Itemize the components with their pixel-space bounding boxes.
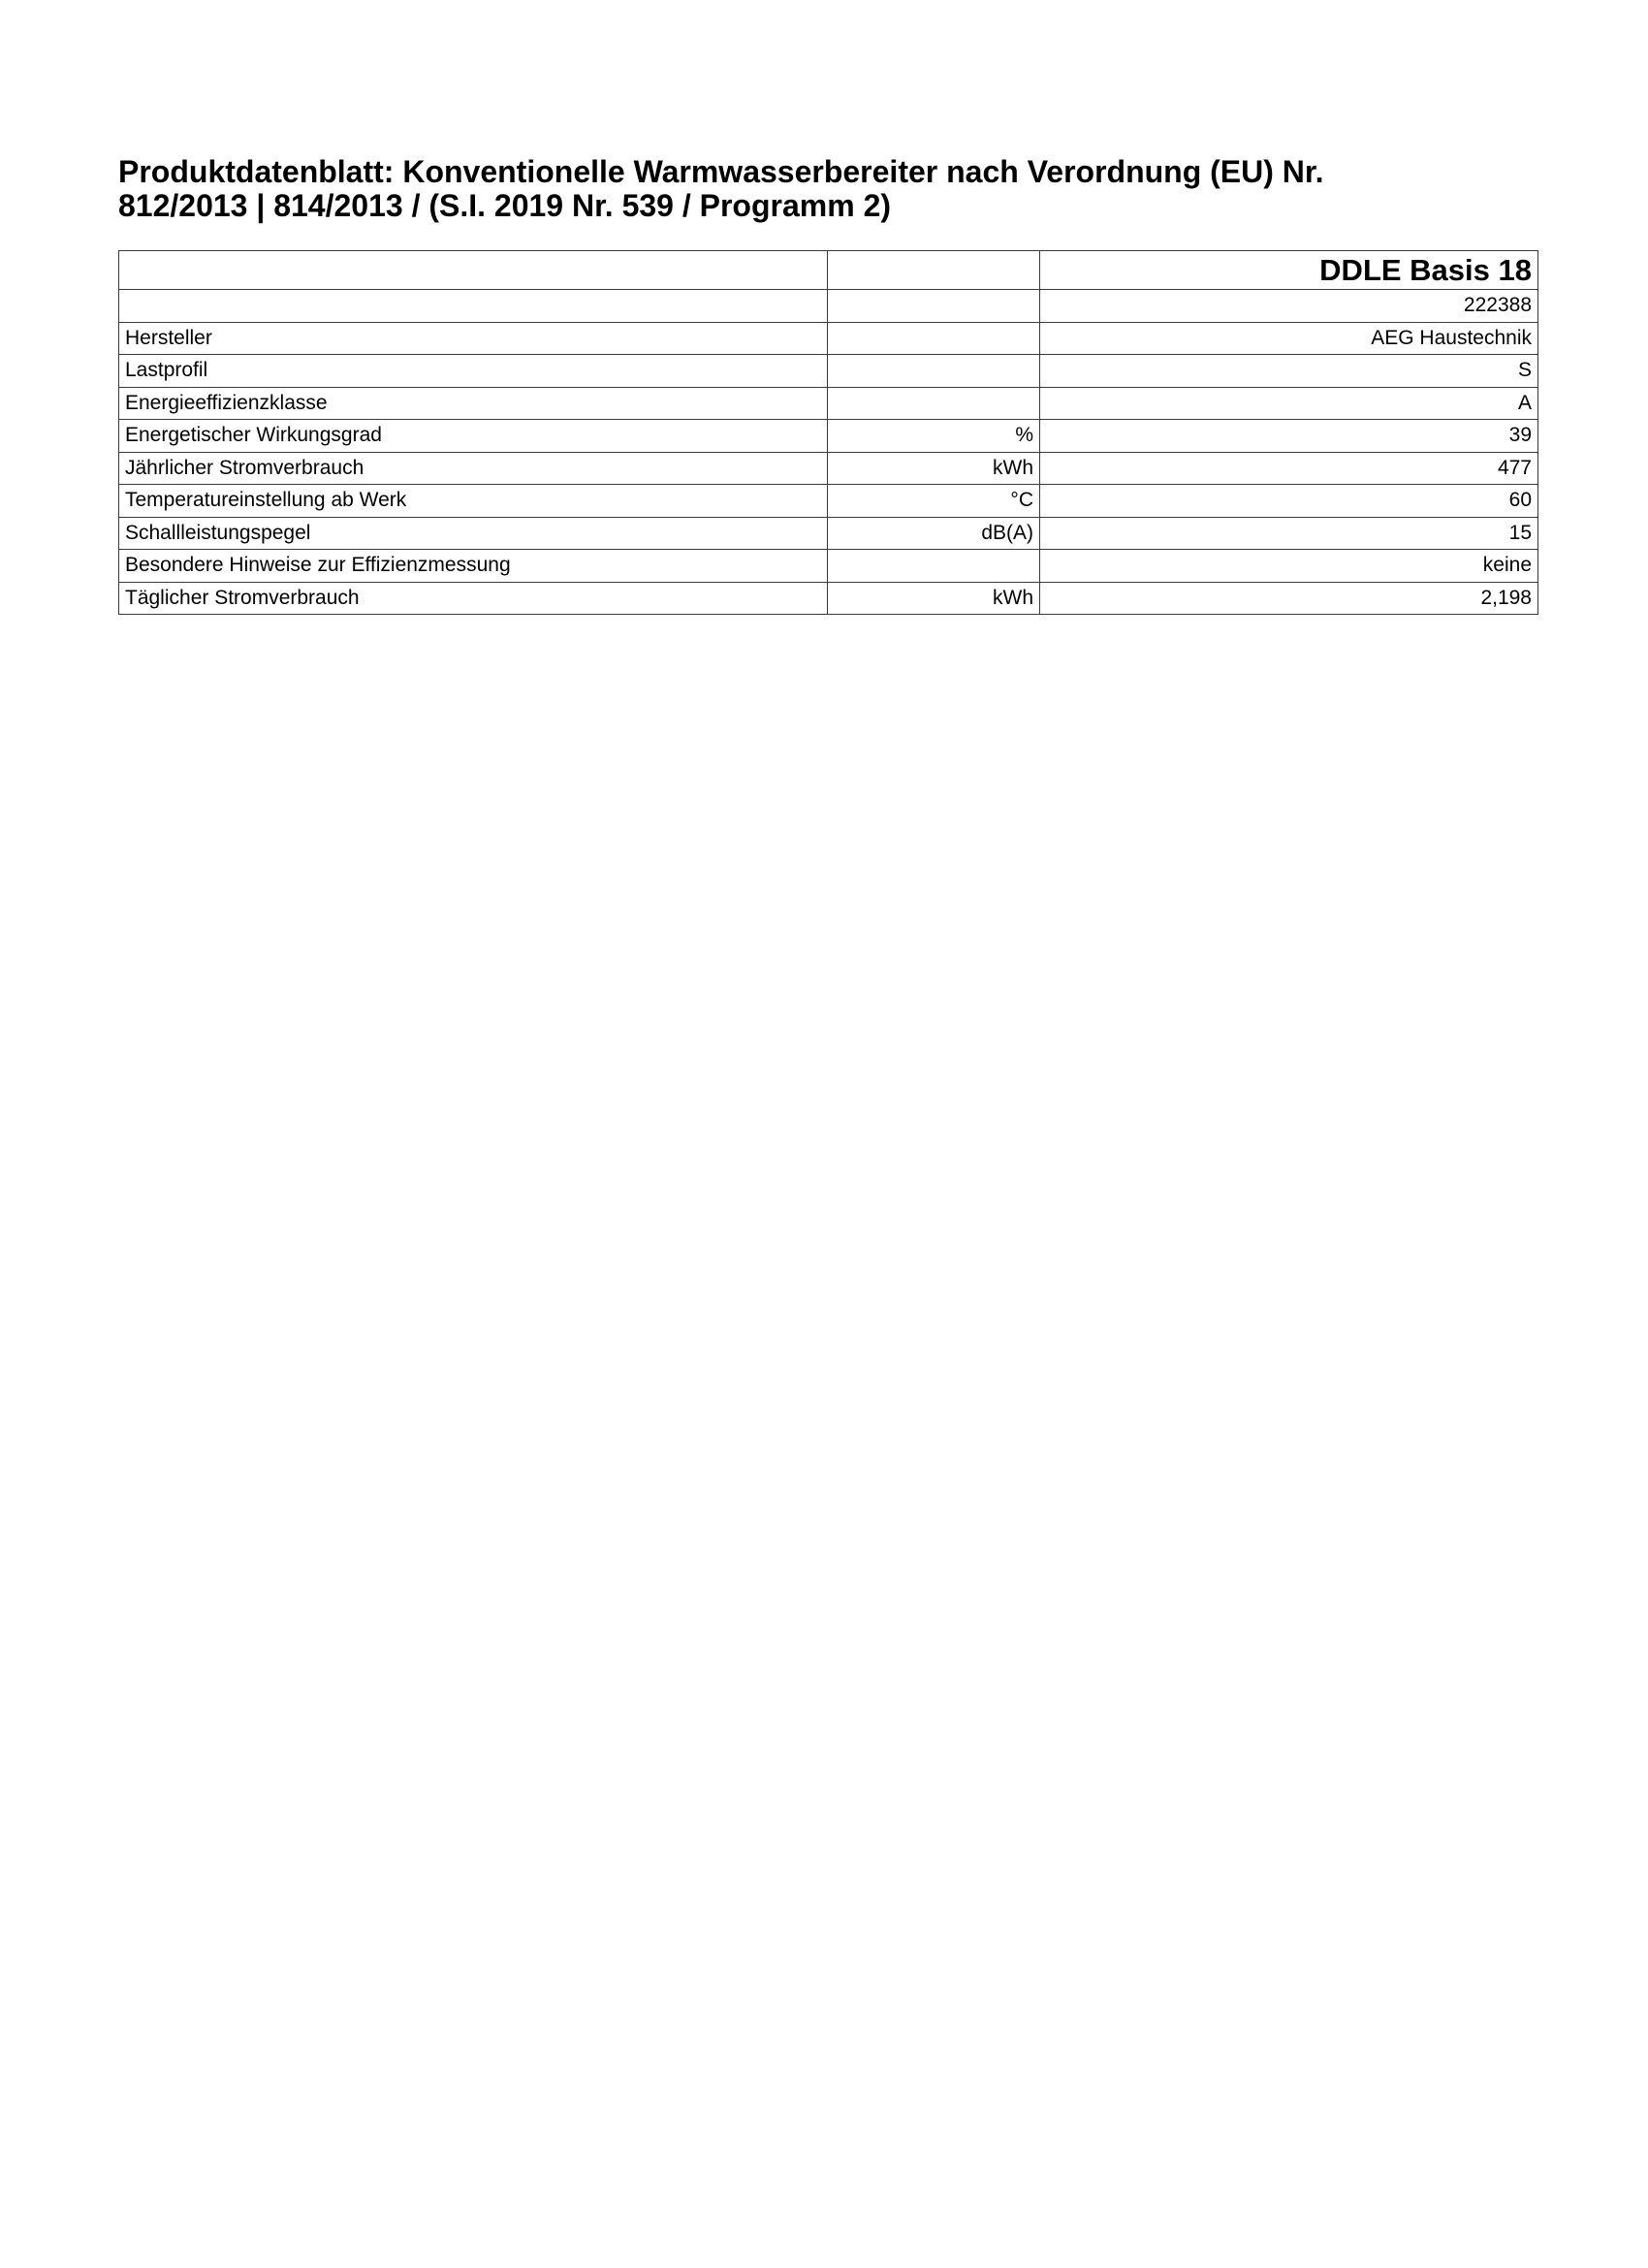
row-value: keine bbox=[1040, 550, 1538, 583]
row-label: Energieeffizienzklasse bbox=[119, 387, 828, 420]
page-title-line-1: Produktdatenblatt: Konventionelle Warmwasserbereiter nach Verordnung (EU) Nr. bbox=[118, 154, 1324, 189]
row-label: Energetischer Wirkungsgrad bbox=[119, 420, 828, 453]
row-value: 2,198 bbox=[1040, 582, 1538, 615]
row-label: Hersteller bbox=[119, 322, 828, 355]
row-label: Besondere Hinweise zur Effizienzmessung bbox=[119, 550, 828, 583]
row-label: Jährlicher Stromverbrauch bbox=[119, 452, 828, 485]
row-label: Temperatureinstellung ab Werk bbox=[119, 485, 828, 518]
table-row bbox=[119, 387, 1538, 420]
row-unit: kWh bbox=[828, 582, 1040, 615]
model-name: DDLE Basis 18 bbox=[1040, 251, 1538, 290]
row-unit bbox=[828, 355, 1040, 388]
row-value: A bbox=[1040, 387, 1538, 420]
row-unit: °C bbox=[828, 485, 1040, 518]
row-value: 39 bbox=[1040, 420, 1538, 453]
row-value: 15 bbox=[1040, 517, 1538, 550]
row-value: 60 bbox=[1040, 485, 1538, 518]
table-row bbox=[119, 322, 1538, 355]
page-title bbox=[118, 155, 1534, 223]
model-row bbox=[119, 251, 1538, 290]
article-number-row bbox=[119, 290, 1538, 323]
model-unit-cell bbox=[828, 251, 1040, 290]
table-row bbox=[119, 355, 1538, 388]
row-unit: kWh bbox=[828, 452, 1040, 485]
row-unit bbox=[828, 322, 1040, 355]
table-row bbox=[119, 485, 1538, 518]
row-value: AEG Haustechnik bbox=[1040, 322, 1538, 355]
row-unit bbox=[828, 387, 1040, 420]
table-row bbox=[119, 550, 1538, 583]
model-label-cell bbox=[119, 251, 828, 290]
row-unit bbox=[828, 550, 1040, 583]
article-number: 222388 bbox=[1040, 290, 1538, 323]
row-value: S bbox=[1040, 355, 1538, 388]
row-value: 477 bbox=[1040, 452, 1538, 485]
table-row bbox=[119, 517, 1538, 550]
table-row bbox=[119, 582, 1538, 615]
article-unit-cell bbox=[828, 290, 1040, 323]
row-unit: % bbox=[828, 420, 1040, 453]
article-label-cell bbox=[119, 290, 828, 323]
row-unit: dB(A) bbox=[828, 517, 1040, 550]
table-row bbox=[119, 452, 1538, 485]
product-data-table bbox=[118, 250, 1538, 615]
table-row bbox=[119, 420, 1538, 453]
row-label: Täglicher Stromverbrauch bbox=[119, 582, 828, 615]
page-title-line-2: 812/2013 | 814/2013 / (S.I. 2019 Nr. 539 / Programm 2) bbox=[118, 188, 892, 223]
row-label: Lastprofil bbox=[119, 355, 828, 388]
row-label: Schallleistungspegel bbox=[119, 517, 828, 550]
